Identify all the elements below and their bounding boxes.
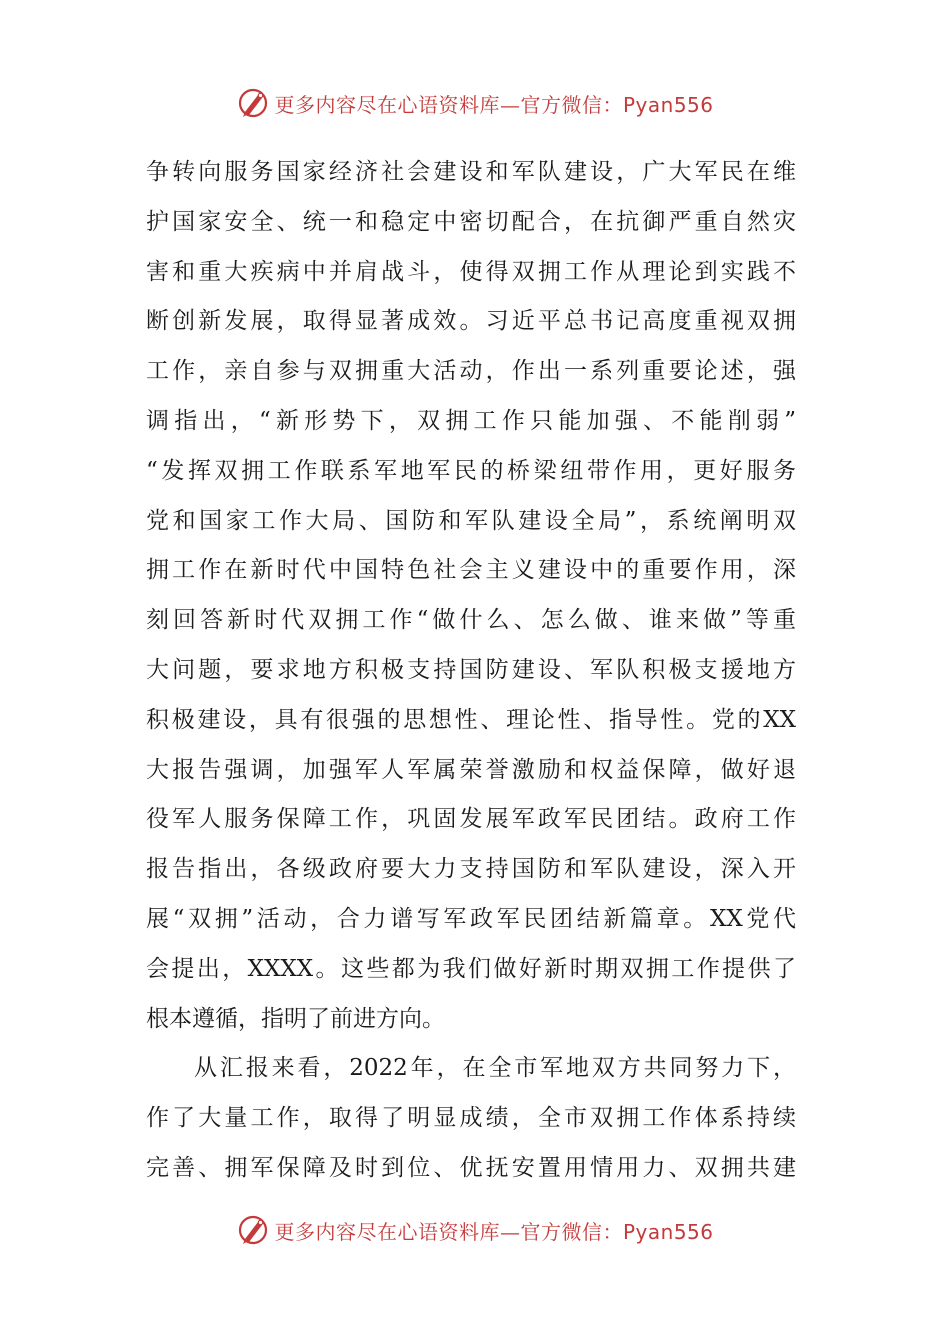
text-line: 护国家安全、统一和稳定中密切配合，在抗御严重自然灾 (146, 208, 796, 235)
text-line: 完善、拥军保障及时到位、优抚安置用情用力、双拥共建 (146, 1154, 796, 1181)
text-line: 报告指出，各级政府要大力支持国防和军队建设，深入开 (146, 856, 796, 883)
text-line: 调指出，“新形势下，双拥工作只能加强、不能削弱” (146, 407, 796, 434)
pen-circle-logo-icon (236, 1213, 270, 1247)
footer-banner-text: 更多内容尽在心语资料库—官方微信：Pyan556 (274, 1219, 714, 1244)
text-line: 拥工作在新时代中国特色社会主义建设中的重要作用，深 (146, 557, 796, 584)
pen-circle-logo-icon (236, 86, 270, 120)
text-line: 刻回答新时代双拥工作“做什么、怎么做、谁来做”等重 (146, 607, 796, 634)
text-line: 会提出，XXXX。这些都为我们做好新时期双拥工作提供了 (146, 955, 796, 982)
text-line: 根本遵循，指明了前进方向。 (146, 1005, 445, 1032)
paragraph-start-line: 从汇报来看，2022年，在全市军地双方共同努力下， (194, 1055, 796, 1082)
text-line: 工作，亲自参与双拥重大活动，作出一系列重要论述，强 (146, 358, 796, 385)
wechat-id: Pyan556 (622, 1219, 714, 1244)
text-line: 害和重大疾病中并肩战斗，使得双拥工作从理论到实践不 (146, 258, 796, 285)
text-line: 断创新发展，取得显著成效。习近平总书记高度重视双拥 (146, 308, 796, 335)
document-body (146, 148, 796, 1194)
footer-banner (0, 1210, 950, 1250)
header-banner (0, 83, 950, 123)
text-line: 役军人服务保障工作，巩固发展军政军民团结。政府工作 (146, 806, 796, 833)
text-line: 大问题，要求地方积极支持国防建设、军队积极支援地方 (146, 656, 796, 683)
text-line: 党和国家工作大局、国防和军队建设全局”，系统阐明双 (146, 507, 796, 534)
text-line: 积极建设，具有很强的思想性、理论性、指导性。党的XX (146, 706, 796, 733)
text-line: 作了大量工作，取得了明显成绩，全市双拥工作体系持续 (146, 1105, 796, 1132)
header-banner-text: 更多内容尽在心语资料库—官方微信：Pyan556 (274, 92, 714, 117)
text-line: 大报告强调，加强军人军属荣誉激励和权益保障，做好退 (146, 756, 796, 783)
wechat-id: Pyan556 (622, 92, 714, 117)
text-line: 展“双拥”活动，合力谱写军政军民团结新篇章。XX党代 (146, 905, 796, 932)
text-line: “发挥双拥工作联系军地军民的桥梁纽带作用，更好服务 (146, 457, 796, 484)
text-line: 争转向服务国家经济社会建设和军队建设，广大军民在维 (146, 159, 796, 185)
